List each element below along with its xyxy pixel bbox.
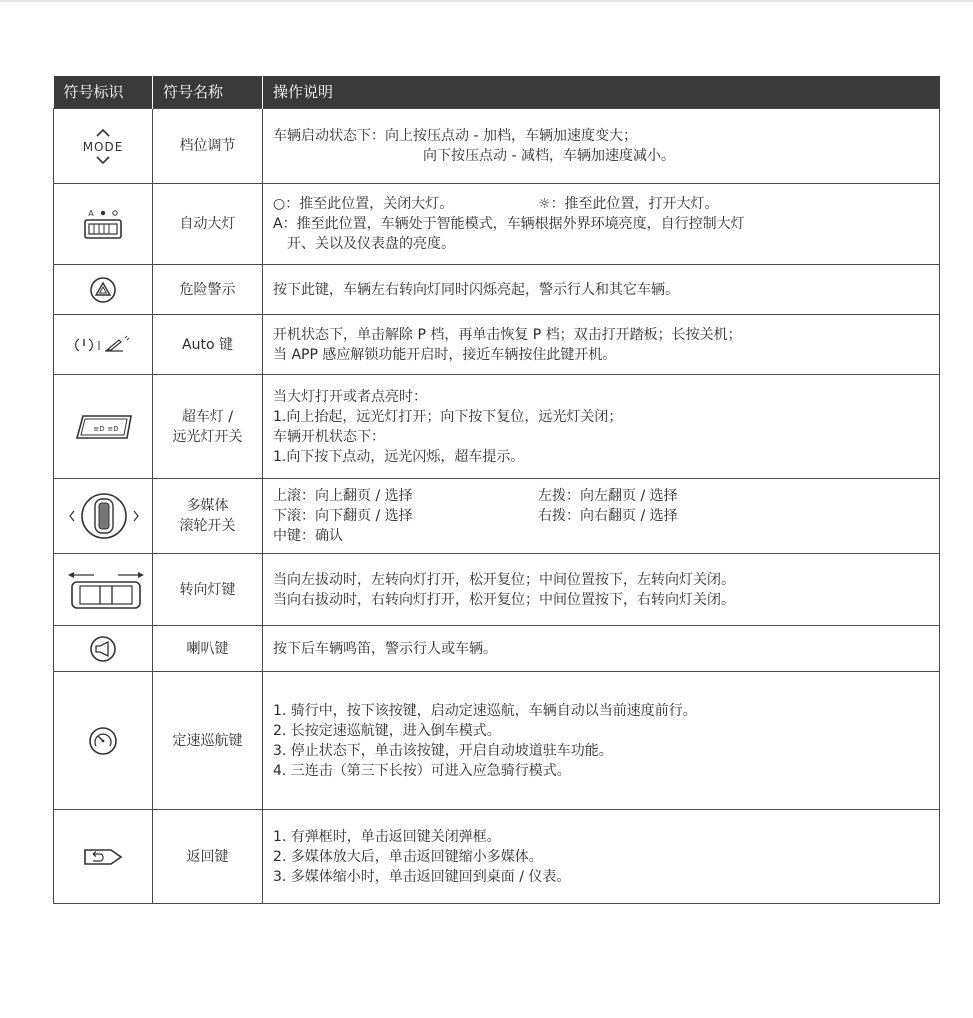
- description-line: 1. 有弹框时，单击返回键关闭弹框。: [273, 828, 501, 845]
- description-line: 车辆启动状态下：向上按压点动 - 加档，车辆加速度变大；: [273, 128, 637, 144]
- table-row: [54, 375, 940, 479]
- table-row: [54, 672, 940, 810]
- description-line: A：推至此位置，车辆处于智能模式，车辆根据外界环境亮度，自行控制大灯: [273, 216, 745, 232]
- svg-text:≡D: ≡D: [107, 424, 119, 433]
- description-line: 上滚：向上翻页 / 选择 左拨：向左翻页 / 选择: [273, 488, 678, 504]
- description-cell: [263, 626, 940, 672]
- description-cell: [263, 479, 940, 554]
- symbol-cell: [54, 672, 153, 810]
- symbol-cell: [54, 554, 153, 626]
- description-line: 1. 骑行中，按下该按键，启动定速巡航，车辆自动以当前速度前行。: [273, 702, 697, 719]
- symbol-cell: [54, 626, 153, 672]
- description-line: 向下按压点动 - 减档，车辆加速度减小。: [423, 148, 675, 164]
- description-cell: [263, 672, 940, 810]
- description-cell: [263, 810, 940, 904]
- top-rule: [0, 0, 973, 2]
- description-cell: [263, 375, 940, 479]
- header-description: 操作说明: [263, 76, 940, 109]
- svg-text:A: A: [88, 209, 94, 218]
- name-cell: 定速巡航键: [153, 672, 263, 810]
- table-row: [54, 265, 940, 315]
- mode-icon: [73, 124, 133, 168]
- description-line: 按下后车辆鸣笛，警示行人或车辆。: [273, 640, 497, 657]
- turn-signal-switch-icon: [64, 567, 148, 613]
- description-line: 开、关以及仪表盘的亮度。: [287, 236, 455, 252]
- description-line: 车辆开机状态下：: [273, 428, 385, 445]
- description-line: 1.向下按下点动，远光闪烁，超车提示。: [273, 448, 525, 465]
- table-row: [54, 626, 940, 672]
- table-row: [54, 315, 940, 375]
- symbol-cell: [54, 109, 153, 184]
- return-key-icon: [81, 844, 125, 870]
- horn-icon: [88, 634, 118, 664]
- description-cell: [263, 554, 940, 626]
- table-row: [54, 479, 940, 554]
- table-row: [54, 109, 940, 184]
- description-line: 中键：确认: [273, 528, 343, 544]
- description-line: ○：推至此位置，关闭大灯。 ☼：推至此位置，打开大灯。: [273, 196, 719, 212]
- hazard-warning-icon: [88, 275, 118, 305]
- name-cell: 自动大灯: [153, 184, 263, 265]
- description-line: 3. 多媒体缩小时，单击返回键回到桌面 / 仪表。: [273, 868, 571, 885]
- description-line: 4. 三连击（第三下长按）可进入应急骑行模式。: [273, 762, 571, 779]
- description-line: 2. 长按定速巡航键，进入倒车模式。: [273, 722, 501, 739]
- name-cell: 返回键: [153, 810, 263, 904]
- table-row: [54, 554, 940, 626]
- light-on-icon: ☼: [538, 196, 551, 212]
- description-line: 1.向上抬起，远光灯打开；向下按下复位，远光灯关闭；: [273, 408, 623, 425]
- symbol-cell: [54, 479, 153, 554]
- description-cell: [263, 265, 940, 315]
- svg-text:MODE: MODE: [82, 140, 124, 154]
- auto-headlight-switch-icon: [73, 204, 133, 244]
- name-cell: 超车灯 / 远光灯开关: [153, 375, 263, 479]
- symbol-cell: [54, 375, 153, 479]
- description-line: 当 APP 感应解锁功能开启时，接近车辆按住此键开机。: [273, 346, 617, 363]
- description-line: 当向左拔动时，左转向灯打开，松开复位；中间位置按下，左转向灯关闭。: [273, 571, 735, 588]
- description-line: 2. 多媒体放大后，单击返回键缩小多媒体。: [273, 848, 543, 865]
- symbol-cell: [54, 265, 153, 315]
- description-cell: [263, 109, 940, 184]
- name-cell: 档位调节: [153, 109, 263, 184]
- name-cell: 多媒体 滚轮开关: [153, 479, 263, 554]
- cruise-control-icon: [87, 725, 119, 757]
- description-line: 3. 停止状态下，单击该按键，开启自动坡道驻车功能。: [273, 742, 613, 759]
- header-name: 符号名称: [153, 76, 263, 109]
- table-row: [54, 184, 940, 265]
- light-off-icon: ○: [273, 196, 286, 212]
- name-cell: 喇叭键: [153, 626, 263, 672]
- name-cell: Auto 键: [153, 315, 263, 375]
- symbol-cell: [54, 810, 153, 904]
- symbol-cell: [54, 184, 153, 265]
- symbol-cell: [54, 315, 153, 375]
- description-line: 开机状态下，单击解除 P 档，再单击恢复 P 档；双击打开踏板；长按关机；: [273, 326, 742, 343]
- high-beam-switch-icon: [71, 412, 135, 442]
- description-line: 下滚：向下翻页 / 选择 右拨：向右翻页 / 选择: [273, 508, 678, 524]
- table-header-row: [54, 76, 940, 109]
- description-line: 按下此键，车辆左右转向灯同时闪烁亮起，警示行人和其它车辆。: [273, 281, 679, 298]
- description-cell: [263, 184, 940, 265]
- description-cell: [263, 315, 940, 375]
- description-line: 当大灯打开或者点亮时：: [273, 388, 427, 405]
- control-symbols-table: [53, 76, 940, 904]
- auto-key-icon: [71, 333, 135, 357]
- header-symbol: 符号标识: [54, 76, 153, 109]
- media-scroll-wheel-icon: [64, 491, 144, 541]
- name-cell: 转向灯键: [153, 554, 263, 626]
- name-cell: 危险警示: [153, 265, 263, 315]
- svg-text:≡D: ≡D: [93, 424, 105, 433]
- table-row: [54, 810, 940, 904]
- description-line: 当向右拔动时，右转向灯打开，松开复位；中间位置按下，右转向灯关闭。: [273, 591, 735, 608]
